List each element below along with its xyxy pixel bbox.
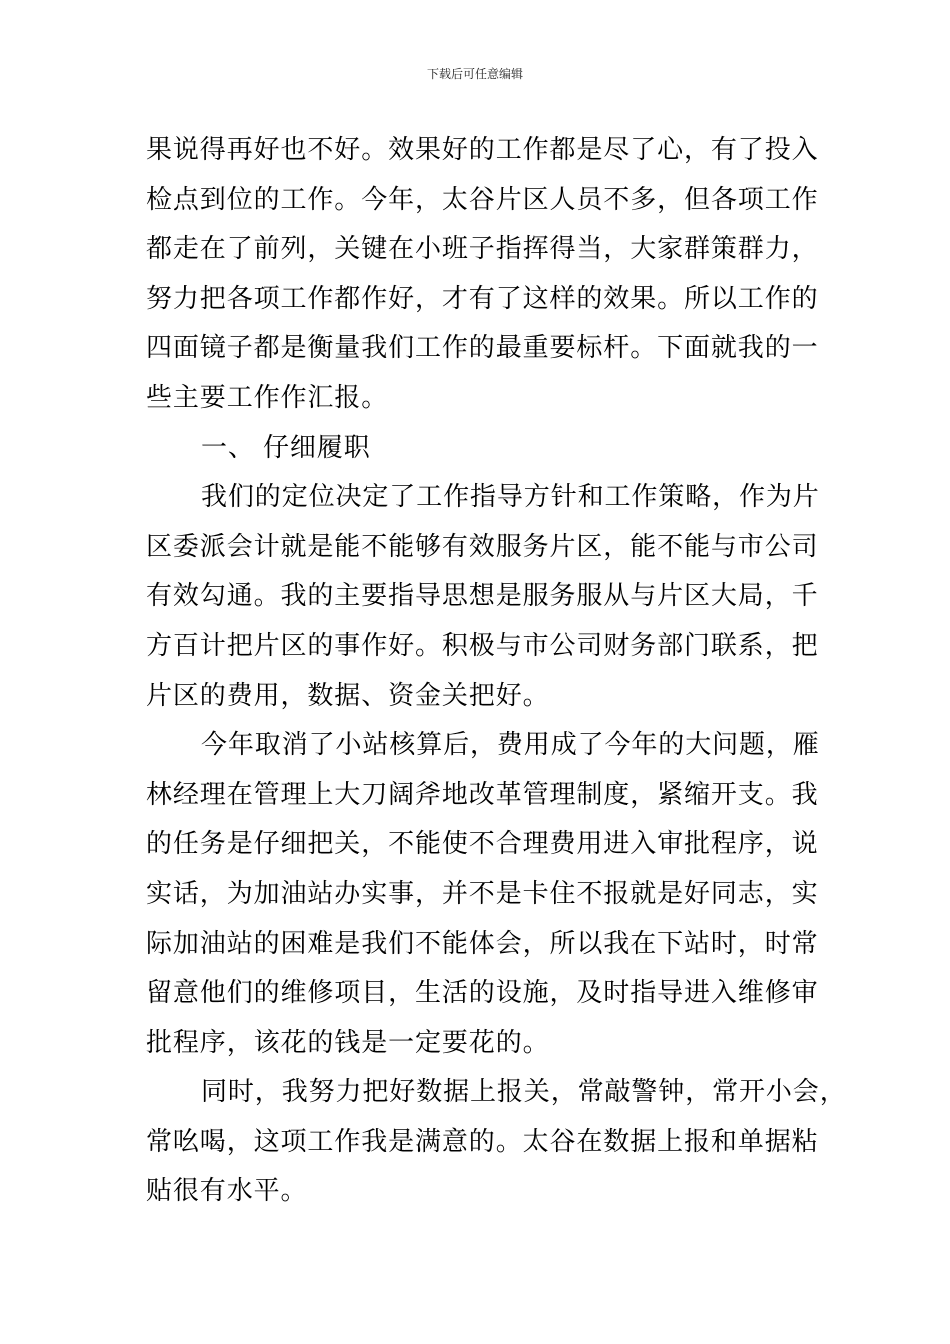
text-line: 都走在了前列，关键在小班子指挥得当，大家群策群力， [146, 234, 819, 265]
text-line: 方百计把片区的事作好。积极与市公司财务部门联系，把 [146, 630, 819, 661]
section-heading [146, 424, 816, 474]
text-line: 有效勾通。我的主要指导思想是服务服从与片区大局，千 [146, 581, 819, 612]
text-line: 果说得再好也不好。效果好的工作都是尽了心，有了投入 [146, 135, 819, 165]
text-line: 批程序，该花的钱是一定要花的。 [146, 1027, 550, 1058]
text-line: 贴很有水平。 [146, 1176, 308, 1207]
text-line: 林经理在管理上大刀阔斧地改革管理制度，紧缩开支。我 [146, 779, 819, 810]
text-line: 检点到位的工作。今年，太谷片区人员不多，但各项工作 [146, 184, 819, 215]
text-line: 常吆喝，这项工作我是满意的。太谷在数据上报和单据粘 [146, 1126, 819, 1157]
text-line: 四面镜子都是衡量我们工作的最重要标杆。下面就我的一 [146, 333, 819, 364]
text-line: 留意他们的维修项目，生活的设施，及时指导进入维修审 [146, 978, 819, 1009]
text-line: 片区的费用，数据、资金关把好。 [146, 680, 550, 711]
text-line: 努力把各项工作都作好，才有了这样的效果。所以工作的 [146, 283, 819, 314]
text-line: 实话，为加油站办实事，并不是卡住不报就是好同志，实 [146, 878, 819, 909]
paragraph-first-line: 我们的定位决定了工作指导方针和工作策略，作为片 [201, 482, 820, 513]
text-line: 的任务是仔细把关，不能使不合理费用进入审批程序，说 [146, 829, 819, 860]
document-body [146, 126, 847, 1217]
section-title: 仔细履职 [263, 432, 371, 463]
paragraph-first-line: 同时，我努力把好数据上报关，常敲警钟，常开小会， [201, 1077, 847, 1108]
text-line: 际加油站的困难是我们不能体会，所以我在下站时，时常 [146, 928, 819, 959]
header-note: 下载后可任意编辑 [426, 67, 523, 81]
text-line: 区委派会计就是能不能够有效服务片区，能不能与市公司 [146, 531, 819, 562]
section-number: 一、 [201, 432, 255, 463]
text-line: 些主要工作作汇报。 [146, 382, 389, 413]
paragraph-first-line: 今年取消了小站核算后，费用成了今年的大问题，雁 [201, 730, 820, 761]
